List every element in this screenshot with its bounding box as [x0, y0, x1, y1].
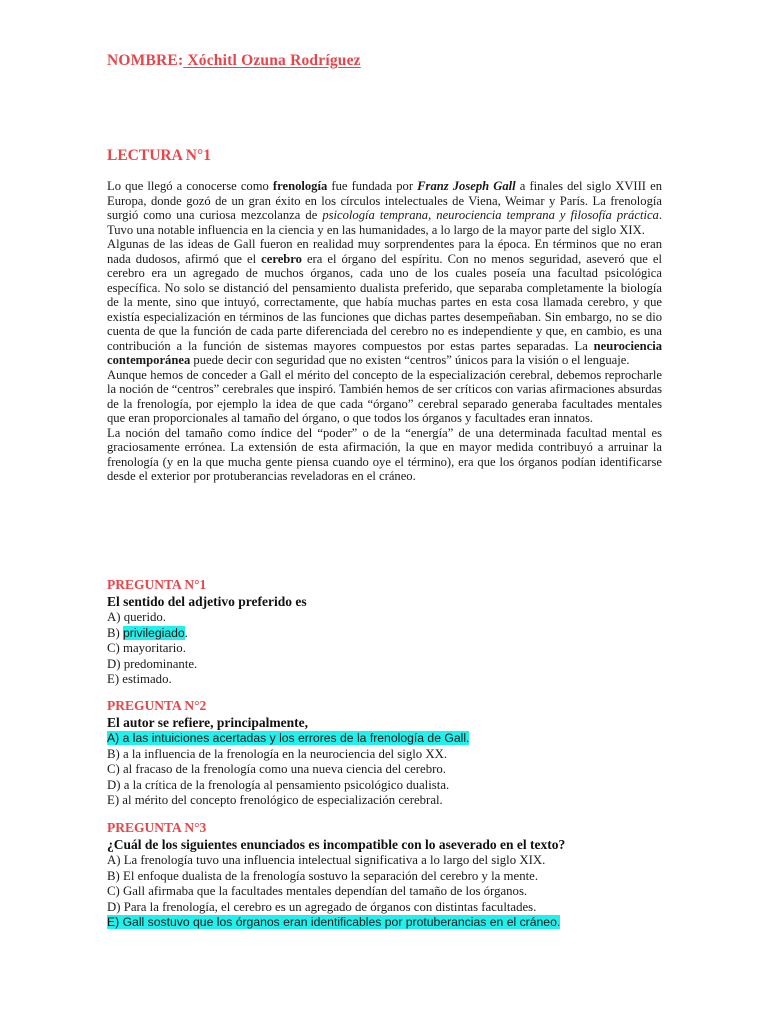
question-1-title: PREGUNTA N°1 — [107, 577, 207, 592]
question-3-option-b: B) El enfoque dualista de la frenología sostuvo la separación del cerebro y la mente. — [107, 868, 539, 883]
question-2-option-a — [107, 731, 687, 747]
question-3-option-e — [107, 915, 687, 931]
question-1-option-e: E) estimado. — [107, 672, 172, 687]
question-1-option-b: B) privilegiado. — [107, 625, 188, 640]
question-3-options — [107, 853, 687, 931]
question-3-option-d: D) Para la frenología, el cerebro es un agregado de órganos con distintas facultades. — [107, 899, 537, 914]
reading-paragraph-2: Algunas de las ideas de Gall fueron en realidad muy sorprendentes para la época. En términos que no eran nada dudosos, afirmó que el cerebro era el órgano del espíritu. Con no menos seguridad, aseveró que el cerebro era un agregado de muchos órganos, cada uno de los cuales poseía una facultad psicológica específica. No solo se distanció del pensamiento dualista preferido, que separaba completamente la biología de la mente, sino que intuyó, correctamente, que había muchas partes en esta cosa llamada cerebro, y que existía especialización en términos de las funciones que dichas partes desempeñaban. Sin embargo, no se dio cuenta de que la función de cada parte diferenciada del cerebro no es independiente y que, en cambio, es una contribución a la función de sistemas mayores compuestos por estas partes separadas. La neurociencia contemporánea puede decir con seguridad que no existen “centros” únicos para la visión o el lenguaje. — [107, 237, 663, 367]
reading-paragraph-1: Lo que llegó a conocerse como frenología fue fundada por Franz Joseph Gall a finales del siglo XVIII en Europa, donde gozó de un gran éxito en los círculos intelectuales de Viena, Weimar y París. La frenología surgió como una curiosa mezcolanza de psicología temprana, neurociencia temprana y filosofía práctica. Tuvo una notable influencia en la ciencia y en las humanidades, a lo largo de la mayor parte del siglo XIX. — [107, 179, 662, 237]
question-2-option-d: D) a la crítica de la frenología al pensamiento psicológico dualista. — [107, 777, 450, 792]
highlighted-answer: A) a las intuiciones acertadas y los errores de la frenología de Gall. — [107, 731, 470, 745]
question-3-title: PREGUNTA N°3 — [107, 820, 207, 835]
question-1-stem: El sentido del adjetivo preferido es — [107, 594, 307, 609]
question-3-option-a: A) La frenología tuvo una influencia intelectual significativa a lo largo del siglo XIX. — [107, 853, 546, 867]
question-2-stem: El autor se refiere, principalmente, — [107, 715, 308, 730]
student-name-line — [107, 52, 361, 70]
question-1-options — [107, 610, 687, 688]
reading-paragraph-4: La noción del tamaño como índice del “poder” o de la “energía” de una determinada facultad mental es graciosamente errónea. La extensión de esta afirmación, la que en mayor medida contribuyó a arruinar la frenología (y en la que mucha gente piensa cuando oye el término), era que los órganos podían identificarse desde el exterior por protuberancias reveladoras en el cráneo. — [107, 425, 662, 483]
question-2-option-b: B) a la influencia de la frenología en la neurociencia del siglo XX. — [107, 746, 448, 761]
question-2-option-e: E) al mérito del concepto frenológico de especialización cerebral. — [107, 793, 443, 808]
highlighted-answer: E) Gall sostuvo que los órganos eran identificables por protuberancias en el cráneo. — [107, 915, 561, 930]
reading-title: LECTURA N°1 — [107, 147, 211, 164]
question-2-option-c: C) al fracaso de la frenología como una nueva ciencia del cerebro. — [107, 762, 446, 777]
highlighted-answer: privilegiado — [123, 625, 185, 640]
question-2-title: PREGUNTA N°2 — [107, 698, 207, 713]
name-label: NOMBRE: — [107, 52, 184, 69]
question-1-option-c: C) mayoritario. — [107, 641, 186, 656]
reading-paragraph-3: Aunque hemos de conceder a Gall el mérito del concepto de la especialización cerebral, debemos reprocharle la noción de “centros” cerebrales que inspiró. También hemos de ser críticos con varias afirmaciones absurdas de la frenología, por ejemplo la idea de que cada “órgano” cerebral separado generaba facultades mentales que eran proporcionales al tamaño del órgano, o que todos los órganos y facultades eran innatos. — [107, 367, 662, 425]
reading-text — [107, 179, 662, 484]
question-3-option-c: C) Gall afirmaba que la facultades mentales dependían del tamaño de los órganos. — [107, 884, 528, 899]
question-3-stem: ¿Cuál de los siguientes enunciados es incompatible con lo aseverado en el texto? — [107, 837, 566, 852]
question-1-option-d: D) predominante. — [107, 656, 198, 671]
name-value: Xóchitl Ozuna Rodríguez — [183, 52, 361, 69]
question-1-option-a: A) querido. — [107, 610, 166, 624]
question-2-options — [107, 731, 687, 809]
